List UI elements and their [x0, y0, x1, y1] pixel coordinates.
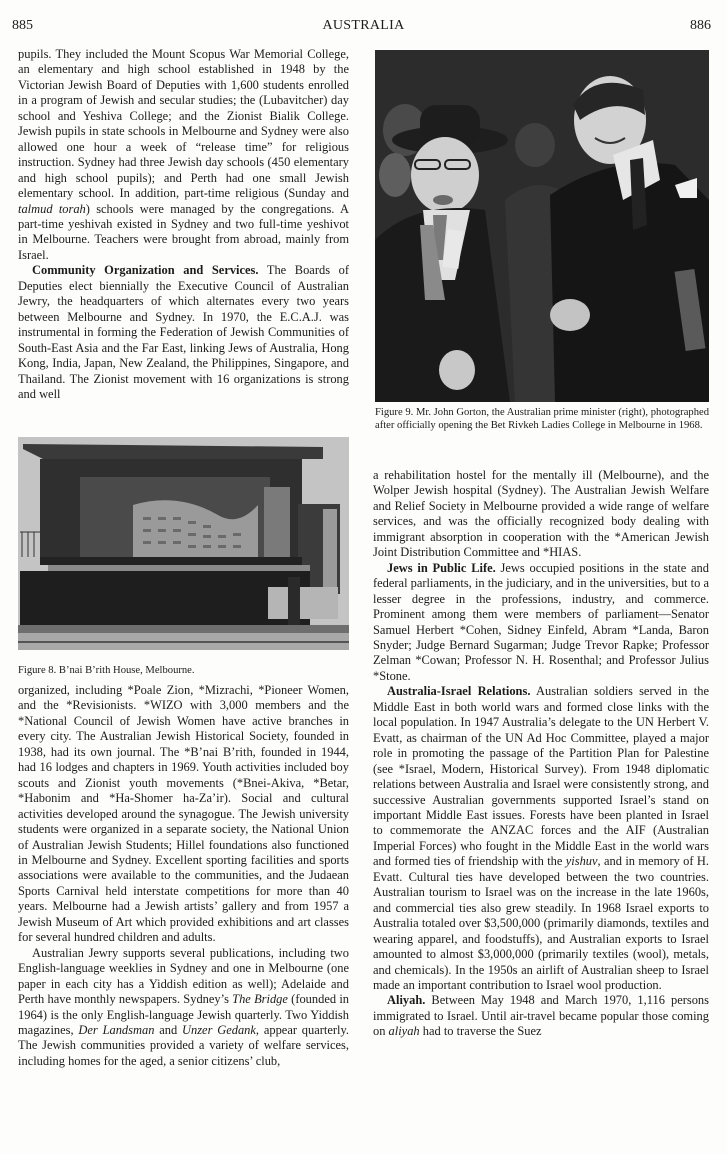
- paragraph-australia-israel-relations: Australia-Israel Relations. Australian soldiers served in the Middle East in both world wars and formed close links with the local population. In 1947 Australia’s delegate to the UN Herbert V. Evatt, as chairman of the UN Ad Hoc Committee, played a major role in promoting the passage of the Partition Plan for Palestine (see *Israel, Modern, Historical Survey). From 1948 diplomatic relations between Australia and Israel were consistently strong, and successive Australian governments supported Israel’s stand on important Middle East issues. Forests have been planted in Israel to commemorate the ANZAC forces and the AIF (Australian Imperial Forces) who fought in the Middle East in the world wars and formed ties of friendship with the yishuv, and in memory of H. Evatt. Cultural ties have developed between the two countries. Australian tourism to Israel was on the increase in the late 1960s, and commercial ties also grew steadily. In 1968 Israel exports to Australia totaled over $3,500,000 (primarily diamonds, textiles and wearing apparel, and foodstuffs), and Australian exports to Israel amounted to almost $3,000,000 (primarily textiles (wool), metals, and chemicals). In the 1950s an airlift of Australian sheep to Israel made an important contribution to Israel wool production.: [373, 684, 709, 992]
- paragraph-schools: pupils. They included the Mount Scopus War Memorial College, an elementary and high school established in 1948 by the Victorian Jewish Board of Deputies with 1,600 students enrolled in a program of Jewish and secular studies; the (Lubavitcher) day school and Yeshiva College; and the Zionist Bialik College. Jewish pupils in state schools in Melbourne and Sydney were also allowed one hour a week of “release time” for religious instruction. Sydney had three Jewish day schools (450 elementary and high school pupils); and Perth had one small Jewish elementary school. In addition, part-time religious (Sunday and talmud torah) schools were managed by the congregations. A part-time yeshivah existed in Sydney and two full-time yeshivot in Melbourne. Teachers were brought from abroad, mainly from Israel.: [18, 47, 349, 262]
- figure-9-photo: [375, 50, 709, 402]
- page-header: [0, 18, 727, 38]
- bnai-brith-house-image: [18, 437, 349, 650]
- section-heading: Jews in Public Life.: [387, 560, 496, 575]
- paragraph-zionist-organizations: organized, including *Poale Zion, *Mizrachi, *Pioneer Women, and the *Revisionists. *WIZO with 3,000 members and the *National Council of Jewish Women have active branches in every city. The Australian Jewish Historical Society, founded in 1938, had its own journal. The *B’nai B’rith, founded in 1944, had 16 lodges and chapters in 1969. Youth activities included boy scouts and Zionist youth movements (*Bnei-Akiva, *Betar, *Habonim and *Ha-Shomer ha-Za’ir). Social and cultural activities developed around the synagogue. The Jewish university students were organized in a separate society, the National Union of Australian Jewish Students; Hillel foundations also functioned in Melbourne and Sydney. Excellent sporting facilities and sports associations were available to the communities, and the Judaean Sports Carnival held interstate competitions for more than 40 years. Melbourne had a Jewish artists’ gallery and from 1957 a Jewish Museum of Art which provided exhibitions and art classes for several hundred children and adults.: [18, 683, 349, 945]
- right-column: [373, 468, 709, 1040]
- paragraph-publications: Australian Jewry supports several publications, including two English-language weeklies in Sydney and one in Melbourne (one paper in each city has a Yiddish edition as well); Adelaide and Perth have monthly newspapers. Sydney’s The Bridge (founded in 1964) is the only English-language Jewish quarterly. Two Yiddish magazines, Der Landsman and Unzer Gedank, appear quarterly. The Jewish communities provided a variety of welfare services, including homes for the aged, a senior citizens’ club,: [18, 945, 350, 1068]
- paragraph-aliyah: Aliyah. Between May 1948 and March 1970, 1,116 persons immigrated to Israel. Until air-travel became popular those coming on aliyah had to traverse the Suez: [373, 993, 709, 1039]
- left-column-bottom: [18, 683, 349, 1069]
- figure-8-photo: [18, 437, 349, 650]
- page-number-right: 886: [690, 18, 711, 33]
- john-gorton-photo-image: [375, 50, 709, 402]
- figure-9-caption: Figure 9. Mr. John Gorton, the Australian prime minister (right), photographed after officially opening the Bet Rivkeh Ladies College in Melbourne in 1968.: [375, 407, 709, 431]
- paragraph-welfare: a rehabilitation hostel for the mentally ill (Melbourne), and the Wolper Jewish hospital (Sydney). The Australian Jewish Welfare and Relief Society in Melbourne provided a wide range of welfare services, and was the officially recognized body dealing with immigrant absorption in cooperation with the *American Jewish Joint Distribution Committee and *HIAS.: [373, 468, 709, 560]
- page-number-left: 885: [12, 18, 33, 33]
- left-column-top: [18, 47, 349, 402]
- paragraph-community-organization: Community Organization and Services. The Boards of Deputies elect biennially the Executive Council of Australian Jewry, the headquarters of which alternates every two years between Melbourne and Sydney. In 1970, the E.C.A.J. was instrumental in forming the Federation of Jewish Communities of South-East Asia and the Far East, linking Jews of Australia, Hong Kong, India, Japan, New Zealand, the Philippines, Singapore, and Thailand. The Zionist movement with 16 organizations is strong and well: [18, 263, 349, 401]
- section-heading: Aliyah.: [387, 993, 426, 1008]
- paragraph-public-life: Jews in Public Life. Jews occupied positions in the state and federal parliaments, in the judiciary, and in the universities, but to a lesser degree in the professions, industry, and commerce. Prominent among them were members of parliament—Senator Samuel Herbert *Cohen, Sidney Einfeld, Abram *Landa, Baron Snyder; Judge Bernard Sugarman; Judge Trevor Rapke; Professor Zelman *Cowan; Professor N. H. Rosenthal; and Professor Julius *Stone.: [373, 560, 709, 683]
- figure-8-caption: Figure 8. B’nai B’rith House, Melbourne.: [18, 665, 195, 676]
- running-title: AUSTRALIA: [322, 18, 405, 33]
- section-heading: Community Organization and Services.: [32, 263, 259, 278]
- section-heading: Australia-Israel Relations.: [387, 684, 531, 699]
